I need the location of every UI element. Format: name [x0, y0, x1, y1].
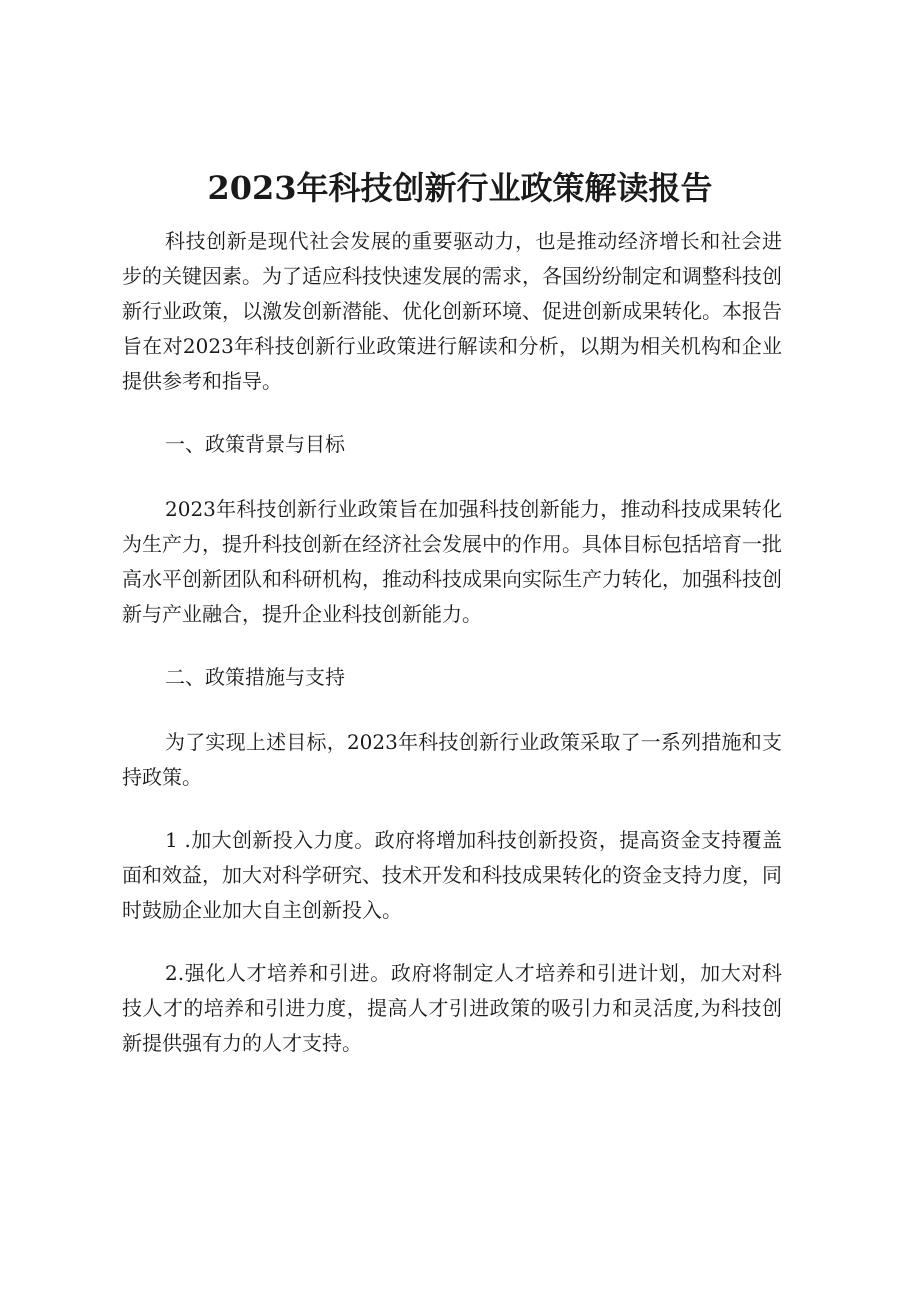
list-item-1: 1 .加大创新投入力度。政府将增加科技创新投资，提高资金支持覆盖面和效益，加大对科学研究、技术开发和科技成果转化的资金支持力度，同时鼓励企业加大自主创新投入。: [122, 828, 782, 922]
section-1-heading: 一、政策背景与目标: [165, 432, 345, 456]
document-body: [122, 224, 782, 1089]
section-2-heading: 二、政策措施与支持: [165, 665, 345, 689]
document-title: 2023年科技创新行业政策解读报告: [207, 169, 713, 207]
intro-paragraph: 科技创新是现代社会发展的重要驱动力，也是推动经济增长和社会进步的关键因素。为了适应科技快速发展的需求，各国纷纷制定和调整科技创新行业政策，以激发创新潜能、优化创新环境、促进创新成果转化。本报告旨在对2023年科技创新行业政策进行解读和分析，以期为相关机构和企业提供参考和指导。: [122, 229, 782, 393]
list-item-2: 2.强化人才培养和引进。政府将制定人才培养和引进计划，加大对科技人才的培养和引进力度，提高人才引进政策的吸引力和灵活度,为科技创新提供强有力的人才支持。: [122, 961, 782, 1055]
section-2-intro-paragraph: 为了实现上述目标，2023年科技创新行业政策采取了一系列措施和支持政策。: [122, 730, 782, 789]
section-1-paragraph: 2023年科技创新行业政策旨在加强科技创新能力，推动科技成果转化为生产力，提升科技创新在经济社会发展中的作用。具体目标包括培育一批高水平创新团队和科研机构，推动科技成果向实际生产力转化，加强科技创新与产业融合，提升企业科技创新能力。: [122, 497, 782, 626]
